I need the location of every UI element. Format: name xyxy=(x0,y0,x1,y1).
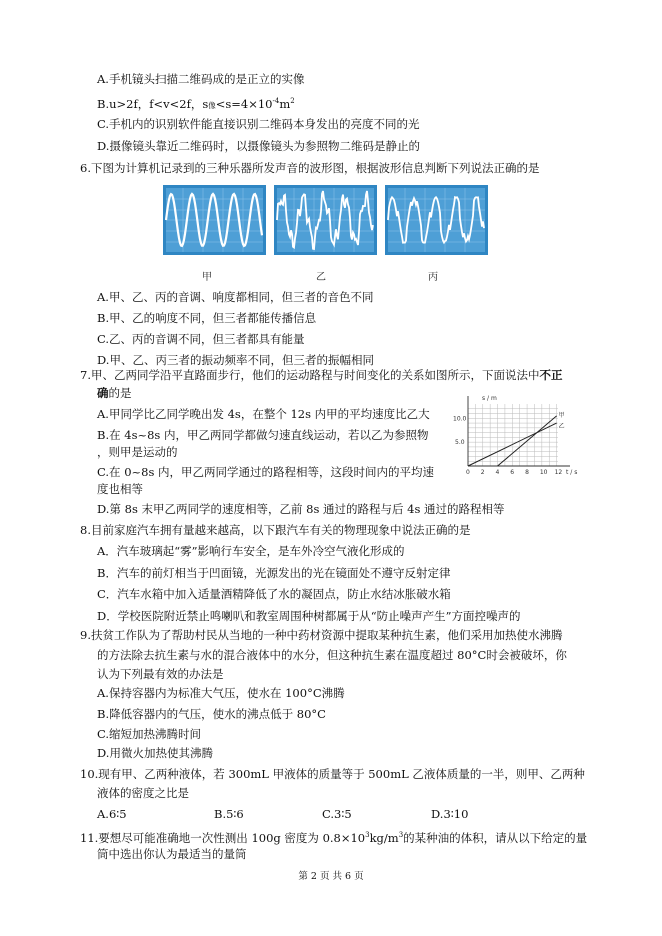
q8-option-c: C．汽车水箱中加入适量酒精降低了水的凝固点，防止水结冰胀破水箱 xyxy=(97,587,451,601)
q11-stem-1b: 的某种油的体积，请从以下给定的量 xyxy=(403,830,588,845)
q6-option-b: B.甲、乙的响度不同，但三者都能传播信息 xyxy=(97,311,317,325)
q9-stem-line2: 的方法除去抗生素与水的混合液体中的水分，但这种抗生素在温度超过 80°C时会被破坏，你 xyxy=(97,648,567,662)
q5-option-a: A.手机镜头扫描二维码成的是正立的实像 xyxy=(97,72,305,86)
st-x-tick: 8 xyxy=(525,469,529,476)
q9-stem-line3: 认为下列最有效的办法是 xyxy=(97,667,224,681)
q7-option-b-line1: B.在 4s~8s 内，甲乙两同学都做匀速直线运动，若以乙为参照物 xyxy=(97,428,429,442)
q7-stem-text: 7.甲、乙两同学沿平直路面步行，他们的运动路程与时间变化的关系如图所示，下面说法中 xyxy=(80,368,540,382)
st-x-tick: 6 xyxy=(510,469,515,476)
q7-stem-bold-1: 不正 xyxy=(539,368,563,382)
q10-option-d: D.3∶10 xyxy=(431,807,469,821)
st-label-jia: 甲 xyxy=(558,411,565,419)
waveform-label-yi: 乙 xyxy=(316,272,326,283)
q11-stem-unit-exp: 3 xyxy=(398,831,404,839)
q5-option-b-main: B.u>2f，f<v<2f，s xyxy=(97,96,209,111)
q6-option-d: D.甲、乙、丙三者的振动频率不同，但三者的振幅相同 xyxy=(97,353,374,367)
q9-stem-line1: 9.扶贫工作队为了帮助村民从当地的一种中药材资源中提取某种抗生素，他们采用加热使水沸腾 xyxy=(80,628,563,642)
q9-option-a: A.保持容器内为标准大气压，使水在 100°C沸腾 xyxy=(97,686,345,700)
q7-stem xyxy=(80,367,562,383)
q7-stem-tail: 的是 xyxy=(108,386,132,400)
q5-option-b-sub: 像 xyxy=(208,100,216,110)
q8-stem: 8.目前家庭汽车拥有量越来越高，以下跟汽车有关的物理现象中说法正确的是 xyxy=(80,523,471,537)
st-x-tick: 10 xyxy=(539,469,548,476)
q10-stem-line1: 10.现有甲、乙两种液体，若 300mL 甲液体的质量等于 500mL 乙液体质量的一半，则甲、乙两种 xyxy=(80,767,585,781)
st-y-tick: 5.0 xyxy=(455,439,465,447)
st-x-tick: 0 xyxy=(466,469,470,476)
q10-stem-line2: 液体的密度之比是 xyxy=(97,786,189,800)
waveform-label-bing: 丙 xyxy=(428,272,438,283)
st-x-unit: t / s xyxy=(566,469,578,476)
waveform-jia xyxy=(163,185,266,255)
q7-option-b-line2: ，则甲是运动的 xyxy=(97,445,178,459)
q9-option-c: C.缩短加热沸腾时间 xyxy=(97,727,202,741)
q5-option-b-unit-exp: 2 xyxy=(290,97,295,105)
st-y-unit: s / m xyxy=(482,395,497,402)
q5-option-b-unit: m xyxy=(279,96,291,111)
q6-stem: 6.下图为计算机记录到的三种乐器所发声音的波形图，根据波形信息判断下列说法正确的是 xyxy=(80,161,540,175)
q7-option-d: D.第 8s 末甲乙两同学的速度相等，乙前 8s 通过的路程与后 4s 通过的路程相等 xyxy=(97,502,505,516)
q5-option-d: D.摄像镜头靠近二维码时，以摄像镜头为参照物二维码是静止的 xyxy=(97,139,420,153)
q11-stem-1a: 11.要想尽可能准确地一次性测出 100g 密度为 0.8×10 xyxy=(80,830,366,845)
waveform-yi xyxy=(274,185,377,255)
q9-option-b: B.降低容器内的气压，使水的沸点低于 80°C xyxy=(97,707,326,721)
st-x-tick: 12 xyxy=(554,469,563,476)
st-label-yi: 乙 xyxy=(558,422,565,430)
q11-stem-exp: 3 xyxy=(365,831,370,839)
st-x-tick: 2 xyxy=(480,469,485,476)
q11-stem-line1 xyxy=(80,827,587,846)
q7-option-c-line2: 度也相等 xyxy=(97,482,143,496)
q9-option-d: D.用微火加热使其沸腾 xyxy=(97,746,213,760)
st-y-tick: 10.0 xyxy=(453,415,467,423)
q6-option-a: A.甲、乙、丙的音调、响度都相同，但三者的音色不同 xyxy=(97,290,374,304)
q7-stem-bold-2: 确 xyxy=(97,386,109,400)
q5-option-b-exp: -4 xyxy=(272,97,280,105)
q5-option-b-end: <s=4×10 xyxy=(215,96,273,111)
q5-option-b xyxy=(97,93,295,114)
q10-option-b: B.5∶6 xyxy=(214,807,244,821)
q8-option-d: D．学校医院附近禁止鸣喇叭和教室周围种树都属于从“防止噪声产生”方面控噪声的 xyxy=(97,609,521,623)
q11-stem-unit: kg/m xyxy=(369,830,399,845)
q11-stem-line2: 筒中选出你认为最适当的量筒 xyxy=(97,847,247,861)
q8-option-b: B．汽车的前灯相当于凹面镜，光源发出的光在镜面处不遵守反射定律 xyxy=(97,566,451,580)
q5-option-c: C.手机内的识别软件能直接识别二维码本身发出的亮度不同的光 xyxy=(97,117,420,131)
q10-option-a: A.6∶5 xyxy=(97,807,127,821)
q7-stem-cont xyxy=(97,385,132,401)
waveform-bing xyxy=(385,185,488,255)
st-x-tick: 4 xyxy=(495,469,500,476)
q6-option-c: C.乙、丙的音调不同，但三者都具有能量 xyxy=(97,332,305,346)
st-graph xyxy=(452,392,578,478)
waveform-label-jia: 甲 xyxy=(202,272,212,283)
page-footer: 第 2 页 共 6 页 xyxy=(298,871,364,882)
q10-option-c: C.3∶5 xyxy=(322,807,352,821)
q7-option-a: A.甲同学比乙同学晚出发 4s，在整个 12s 内甲的平均速度比乙大 xyxy=(97,407,430,421)
st-graph-svg xyxy=(452,392,578,478)
q8-option-a: A．汽车玻璃起“雾”影响行车安全，是车外冷空气液化形成的 xyxy=(97,544,405,558)
q7-option-c-line1: C.在 0~8s 内，甲乙两同学通过的路程相等，这段时间内的平均速 xyxy=(97,465,435,479)
